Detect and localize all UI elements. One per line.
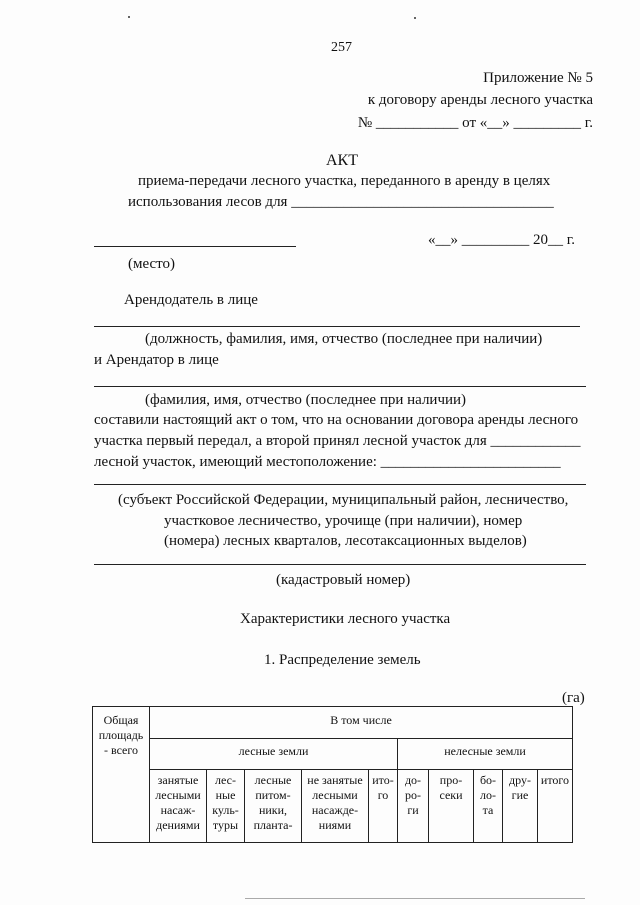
location-field-line (94, 484, 586, 485)
col-not-occupied: не занятые лесными насажде- ниями (302, 770, 369, 843)
location-caption-2: участковое лесничество, урочище (при наличии), номер (164, 513, 523, 529)
page-number: 257 (331, 40, 352, 55)
including-header: В том числе (150, 707, 573, 739)
col-forest-cultures: лес- ные куль- туры (207, 770, 245, 843)
body-text-2: участка первый передал, а второй принял лесной участок для ____________ (94, 433, 581, 449)
section-subtitle: 1. Распределение земель (264, 652, 421, 668)
body-text-1: составили настоящий акт о том, что на основании договора аренды лесного (94, 412, 579, 428)
appendix-line-2: к договору аренды лесного участка (367, 92, 593, 108)
act-heading: АКТ (326, 152, 358, 169)
col-occupied-by-plantings: занятые лесными насаж- дениями (150, 770, 207, 843)
col-forest-nurseries: лесные питом- ники, планта- (245, 770, 302, 843)
date-field: «__» _________ 20__ г. (428, 232, 575, 248)
scan-speck (414, 17, 416, 19)
location-caption-3: (номера) лесных кварталов, лесотаксационных выделов) (164, 533, 527, 549)
col-clearings: про- секи (429, 770, 474, 843)
act-title-line-2: использования лесов для ___________________________________ (128, 194, 554, 210)
col-forest-total: ито- го (369, 770, 398, 843)
appendix-line-3: № ___________ от «__» _________ г. (357, 115, 593, 131)
lessee-caption: (фамилия, имя, отчество (последнее при наличии) (145, 392, 467, 408)
lessee-label: и Арендатор в лице (94, 352, 219, 368)
unit-label: (га) (562, 690, 585, 706)
col-nonforest-total: итого (538, 770, 573, 843)
lessor-field-line (94, 326, 580, 327)
col-swamps: бо- ло- та (474, 770, 503, 843)
forest-lands-header: лесные земли (150, 739, 398, 770)
section-title: Характеристики лесного участка (240, 611, 451, 627)
scan-speck (128, 16, 130, 18)
body-text-3: лесной участок, имеющий местоположение: ________________________ (94, 454, 561, 470)
location-caption-1: (субъект Российской Федерации, муниципальный район, лесничество, (118, 492, 569, 508)
total-area-header: Общая площадь - всего (93, 707, 150, 843)
lessor-caption: (должность, фамилия, имя, отчество (последнее при наличии) (145, 331, 543, 347)
col-roads: до- ро- ги (398, 770, 429, 843)
lessor-label: Арендодатель в лице (124, 292, 258, 308)
act-title-line-1: приема-передачи лесного участка, переданного в аренду в целях (138, 173, 551, 189)
page-bottom-edge (245, 898, 585, 899)
place-label: (место) (128, 256, 176, 272)
appendix-line-1: Приложение № 5 (483, 70, 593, 86)
cadastral-caption: (кадастровый номер) (276, 572, 411, 588)
nonforest-lands-header: нелесные земли (398, 739, 573, 770)
col-other: дру- гие (503, 770, 538, 843)
cadastral-field-line (94, 564, 586, 565)
place-field-line (94, 246, 296, 247)
lessee-field-line (94, 386, 586, 387)
land-distribution-table (92, 706, 573, 843)
